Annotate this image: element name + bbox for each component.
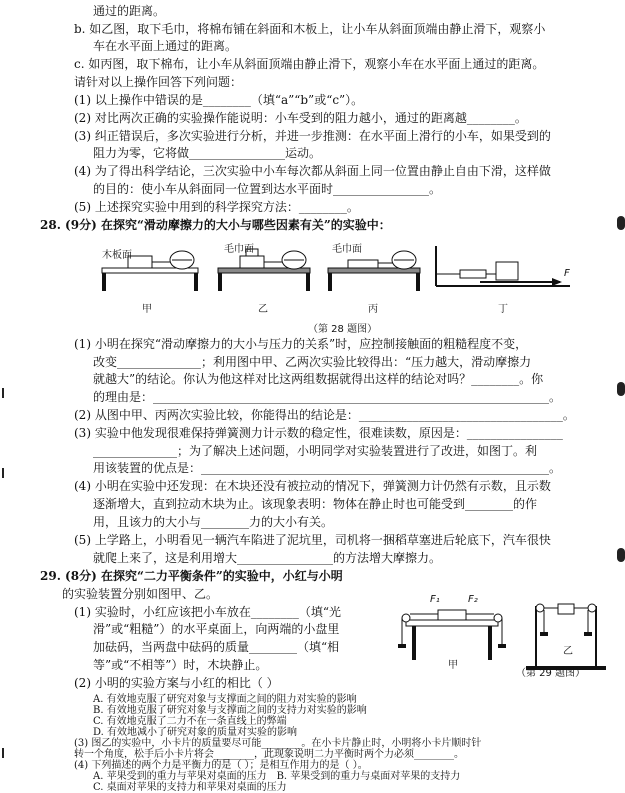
text-line: 的理由是：__________________________________________________________________。 [93,390,562,404]
fig28-label-towel: 毛巾面 [224,244,254,255]
text-line: b. 如乙图，取下毛巾，将棉布铺在斜面和木板上，让小车从斜面顶端由静止滑下，观察小 [74,22,546,36]
option-line: B. 有效地克服了研究对象与支撑面之间的支持力对实验的影响 [93,705,367,716]
text-line: 的实验装置分别如图甲、乙。 [62,587,219,601]
text-line: 通过的距离。 [93,4,166,18]
text-line: (1) 实验时，小红应该把小车放在________（填“光 [74,605,341,619]
text-line: 等”或“不相等”）时，木块静止。 [93,658,268,672]
margin-mark [617,382,625,396]
fig28-name-bing: 丙 [368,304,378,315]
text-line: 就爬上来了，这是利用增大________________的方法增大摩擦力。 [93,551,442,565]
fig29-yi [526,604,606,670]
text-line: (4) 为了得出科学结论，三次实验中小车每次都从斜面上同一位置由静止自由下滑，这样做 [74,164,551,178]
text-line: 改变______________；利用图中甲、乙两次实验比较得出：“压力越大，滑动摩擦力 [93,355,532,369]
margin-tick [2,468,4,478]
fig28-name-jia: 甲 [142,304,152,315]
text-line: (2) 对比两次正确的实验操作能说明：小车受到的阻力越小，通过的距离越________。 [74,111,527,125]
figure-29 [398,596,613,678]
fig28-force-label: F [564,268,570,279]
text-line: (3) 纠正错误后，多次实验进行分析，并进一步推测：在水平面上滑行的小车，如果受到的 [74,129,551,143]
option-line: D. 有效地减小了研究对象的质量对实验的影响 [93,727,298,738]
margin-mark [617,548,625,562]
text-line: 加砝码，当两盘中砝码的质量________（填“相 [93,640,340,654]
text-line: 的目的：使小车从斜面同一位置到达水平面时________________。 [93,182,442,196]
text-line: (3) 实验中他发现很难保持弹簧测力计示数的稳定性，很难读数，原因是：________________ [74,426,563,440]
text-line: 逐渐增大，直到拉动木块为止。该现象表明：物体在静止时也可能受到________的作 [93,497,538,511]
text-line: (2) 从图中甲、丙两次实验比较，你能得出的结论是：__________________________________。 [74,408,575,422]
text-line: 请针对以上操作回答下列问题： [74,75,243,89]
figure-28 [100,236,580,336]
text-line: (4) 小明在实验中还发现：在木块还没有被拉动的情况下，弹簧测力计仍然有示数，且示数 [74,479,551,493]
text-line: 阻力为零，它将做________________运动。 [93,146,322,160]
text-line: (3) 图乙的实验中，小卡片的质量要尽可能________。在小卡片静止时，小明将小卡片顺时针 [74,738,482,749]
fig29-name-jia: 甲 [448,660,458,671]
fig28-label-towel: 毛巾面 [332,244,362,255]
margin-mark [617,216,625,230]
fig29-name-yi: 乙 [563,646,573,657]
text-line: (5) 上述探究实验中用到的科学探究方法：________。 [74,200,359,214]
text-line: (1) 小明在探究“滑动摩擦力的大小与压力的关系”时，应控制接触面的粗糙程度不变， [74,337,528,351]
fig29-f1-label: F₁ [430,594,440,605]
text-line: (2) 小明的实验方案与小红的相比（ ） [74,676,279,690]
question-28-title: 28. (9分) 在探究“滑动摩擦力的大小与哪些因素有关”的实验中： [40,218,391,232]
fig28-ding [436,246,570,286]
text-line: 用，且该力的大小与________力的大小有关。 [93,515,334,529]
option-line: C. 桌面对苹果的支持力和苹果对桌面的压力 [93,782,287,793]
text-line: (4) 下列描述的两个力是平衡力的是（ ）；是相互作用力的是（ ）。 [74,760,368,771]
fig28-label-wood: 木板面 [102,250,132,261]
fig29-jia [398,610,506,660]
fig28-caption: （第 28 题图） [308,324,378,335]
text-line: 滑”或“粗糙”）的水平桌面上，向两端的小盘里 [93,622,340,636]
fig28-name-yi: 乙 [258,304,268,315]
fig28-yi [218,249,310,291]
text-line: c. 如丙图，取下棉布，让小车从斜面顶端由静止滑下，观察小车在水平面上通过的距离。 [74,57,545,71]
question-29-title: 29. (8分) 在探究“二力平衡条件”的实验中，小红与小明 [40,569,343,583]
option-line: A. 有效地克服了研究对象与支撑面之间的阻力对实验的影响 [93,694,357,705]
margin-tick [2,748,4,758]
text-line: 车在水平面上通过的距离。 [93,39,238,53]
fig29-caption: （第 29 题图） [516,668,586,679]
fig29-f2-label: F₂ [468,594,478,605]
text-line: (1) 以上操作中错误的是________（填“a”“b”或“c”）。 [74,93,364,107]
text-line: (5) 上学路上，小明看见一辆汽车陷进了泥坑里，司机将一捆稻草塞进后轮底下，汽车很快 [74,533,551,547]
option-line: C. 有效地克服了二力不在一条直线上的弊端 [93,716,287,727]
fig28-name-ding: 丁 [498,304,508,315]
text-line: ______________；为了解决上述问题，小明同学对实验装置进行了改进，如图丁。利 [93,444,538,458]
margin-tick [2,388,4,398]
text-line: 就越大”的结论。你认为他这样对比这两组数据就得出这样的结论对吗？________。你 [93,372,544,386]
fig28-bing [328,251,420,291]
text-line: 用该装置的优点是：__________________________________________________________。 [93,461,562,475]
option-line: A. 苹果受到的重力与苹果对桌面的压力 B. 苹果受到的重力与桌面对苹果的支持力 [93,771,461,782]
text-line: 转一个角度，松手后小卡片将会________，此现象说明二力平衡时两个力必须________。 [74,749,464,760]
